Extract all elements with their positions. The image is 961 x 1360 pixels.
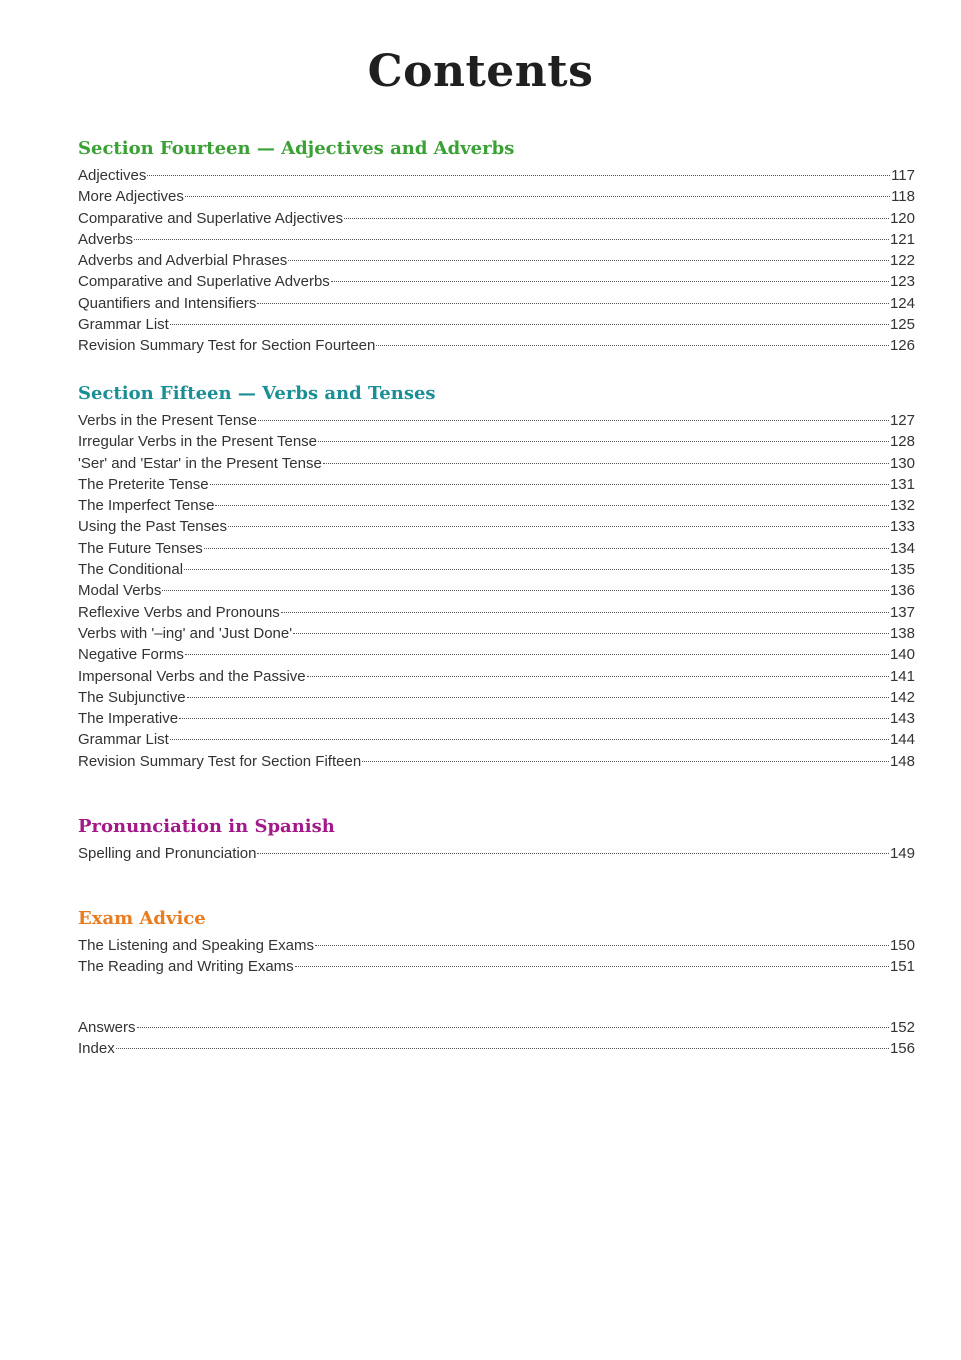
toc-page-number: 124 [889, 294, 915, 312]
section-fifteen [78, 382, 915, 772]
toc-entry[interactable] [78, 410, 915, 431]
dot-leader [187, 697, 889, 698]
toc-entry-title: The Imperfect Tense [78, 497, 215, 515]
toc-entry[interactable] [78, 431, 915, 452]
toc-entry-title: Revision Summary Test for Section Fourteen [78, 337, 376, 355]
dot-leader [318, 441, 889, 442]
section-heading: Pronunciation in Spanish [78, 816, 335, 837]
dot-leader [147, 175, 890, 176]
toc-page-number: 152 [889, 1019, 915, 1036]
toc-entry[interactable] [78, 729, 915, 750]
toc-entry[interactable] [78, 644, 915, 665]
toc-entry-title: The Reading and Writing Exams [78, 958, 294, 976]
dot-leader [295, 966, 889, 967]
toc-page-number: 131 [889, 475, 915, 493]
toc-page-number: 137 [889, 603, 915, 621]
toc-page-number: 144 [889, 731, 915, 749]
toc-entry-title: The Conditional [78, 561, 184, 579]
toc-entry-title: Reflexive Verbs and Pronouns [78, 603, 280, 621]
toc-entry[interactable] [78, 165, 915, 186]
dot-leader [204, 548, 889, 549]
page-title: Contents [367, 46, 594, 97]
toc-entry[interactable] [78, 208, 915, 229]
toc-entry-title: The Subjunctive [78, 688, 186, 706]
toc-page-number: 122 [889, 252, 915, 270]
toc-entry-title: Impersonal Verbs and the Passive [78, 667, 306, 685]
dot-leader [179, 718, 889, 719]
section-heading: Exam Advice [78, 908, 206, 929]
dot-leader [134, 239, 889, 240]
toc-page-number: 132 [889, 497, 915, 515]
toc-page-number: 134 [889, 539, 915, 557]
toc-entry-title: Quantifiers and Intensifiers [78, 294, 257, 312]
toc-page-number: 143 [889, 710, 915, 728]
toc-entry[interactable] [78, 335, 915, 356]
toc-page-number: 136 [889, 582, 915, 600]
toc-entry-title: Grammar List [78, 731, 169, 749]
toc-entry-title: Verbs in the Present Tense [78, 412, 258, 429]
dot-leader [376, 345, 889, 346]
dot-leader [184, 569, 889, 570]
toc-entry[interactable] [78, 516, 915, 537]
toc-entry-title: Verbs with '–ing' and 'Just Done' [78, 624, 293, 642]
toc-entry[interactable] [78, 956, 915, 977]
toc-entry-title: More Adjectives [78, 188, 184, 206]
dot-leader [323, 463, 889, 464]
toc-entry-title: Adjectives [78, 167, 147, 184]
dot-leader [170, 324, 889, 325]
toc-entry[interactable] [78, 1038, 915, 1059]
toc-entry-title: The Future Tenses [78, 539, 203, 557]
toc-page-number: 141 [889, 667, 915, 685]
toc-page-number: 126 [889, 337, 915, 355]
toc-entry-title: Adverbs and Adverbial Phrases [78, 252, 288, 270]
toc-entry[interactable] [78, 708, 915, 729]
dot-leader [315, 945, 889, 946]
section-fourteen [78, 137, 915, 357]
section-heading: Section Fourteen — Adjectives and Adverbs [78, 138, 515, 159]
toc-entry[interactable] [78, 474, 915, 495]
toc-entry[interactable] [78, 538, 915, 559]
toc-page-number: 138 [889, 624, 915, 642]
dot-leader [185, 196, 890, 197]
toc-page-number: 121 [889, 230, 915, 248]
dot-leader [307, 676, 889, 677]
toc-entry[interactable] [78, 229, 915, 250]
toc-page-number: 123 [889, 273, 915, 291]
toc-page-number: 118 [891, 188, 915, 206]
toc-entry[interactable] [78, 687, 915, 708]
toc-entry[interactable] [78, 186, 915, 207]
toc-entry-title: The Preterite Tense [78, 475, 209, 493]
toc-entry-title: Adverbs [78, 230, 134, 248]
toc-page-number: 135 [889, 561, 915, 579]
toc-entry-title: Grammar List [78, 316, 169, 334]
dot-leader [137, 1027, 889, 1028]
toc-entry[interactable] [78, 314, 915, 335]
toc-page-number: 149 [889, 845, 915, 862]
toc-page-number: 130 [889, 454, 915, 472]
toc-page-number: 133 [889, 518, 915, 536]
toc-entry-title: The Listening and Speaking Exams [78, 937, 314, 954]
toc-entry[interactable] [78, 250, 915, 271]
dot-leader [228, 526, 889, 527]
toc-page-number: 117 [891, 167, 915, 184]
toc-entry[interactable] [78, 559, 915, 580]
toc-entry-title: Modal Verbs [78, 582, 162, 600]
section-exam-advice [78, 907, 915, 978]
toc-entry[interactable] [78, 580, 915, 601]
toc-entry-title: Comparative and Superlative Adjectives [78, 209, 344, 227]
toc-page-number: 142 [889, 688, 915, 706]
toc-entry-title: Revision Summary Test for Section Fifteen [78, 752, 362, 770]
toc-page-number: 148 [889, 752, 915, 770]
toc-entry[interactable] [78, 271, 915, 292]
toc-entry-title: Answers [78, 1019, 136, 1036]
section-back-matter [78, 1017, 915, 1060]
dot-leader [257, 853, 889, 854]
toc-page-number: 128 [889, 433, 915, 451]
toc-entry-title: The Imperative [78, 710, 179, 728]
toc-entry[interactable] [78, 453, 915, 474]
dot-leader [210, 484, 889, 485]
toc-entry-title: Negative Forms [78, 646, 184, 664]
section-pronunciation [78, 815, 915, 864]
toc-page-number: 127 [889, 412, 915, 429]
toc-page-number: 120 [889, 209, 915, 227]
dot-leader [215, 505, 889, 506]
toc-entry[interactable] [78, 751, 915, 772]
toc-page-number: 125 [889, 316, 915, 334]
toc-entry-title: Index [78, 1040, 115, 1058]
dot-leader [281, 612, 889, 613]
dot-leader [331, 281, 889, 282]
toc-entry-title: 'Ser' and 'Estar' in the Present Tense [78, 454, 322, 472]
toc-entry-title: Spelling and Pronunciation [78, 845, 257, 862]
toc-entry[interactable] [78, 666, 915, 687]
toc-page-number: 140 [889, 646, 915, 664]
dot-leader [293, 633, 889, 634]
toc-page-number: 151 [889, 958, 915, 976]
toc-entry[interactable] [78, 495, 915, 516]
toc-entry-title: Comparative and Superlative Adverbs [78, 273, 330, 291]
toc-page-number: 150 [889, 937, 915, 954]
toc-entry[interactable] [78, 1017, 915, 1038]
toc-entry-title: Irregular Verbs in the Present Tense [78, 433, 318, 451]
dot-leader [257, 303, 889, 304]
toc-entry[interactable] [78, 843, 915, 864]
dot-leader [185, 654, 889, 655]
dot-leader [258, 420, 889, 421]
toc-entry[interactable] [78, 623, 915, 644]
toc-entry[interactable] [78, 602, 915, 623]
section-heading: Section Fifteen — Verbs and Tenses [78, 383, 436, 404]
dot-leader [162, 590, 889, 591]
dot-leader [116, 1048, 889, 1049]
dot-leader [344, 218, 889, 219]
toc-entry[interactable] [78, 935, 915, 956]
toc-entry[interactable] [78, 293, 915, 314]
dot-leader [288, 260, 889, 261]
toc-page-number: 156 [889, 1040, 915, 1058]
dot-leader [362, 761, 889, 762]
dot-leader [170, 739, 889, 740]
toc-entry-title: Using the Past Tenses [78, 518, 227, 536]
